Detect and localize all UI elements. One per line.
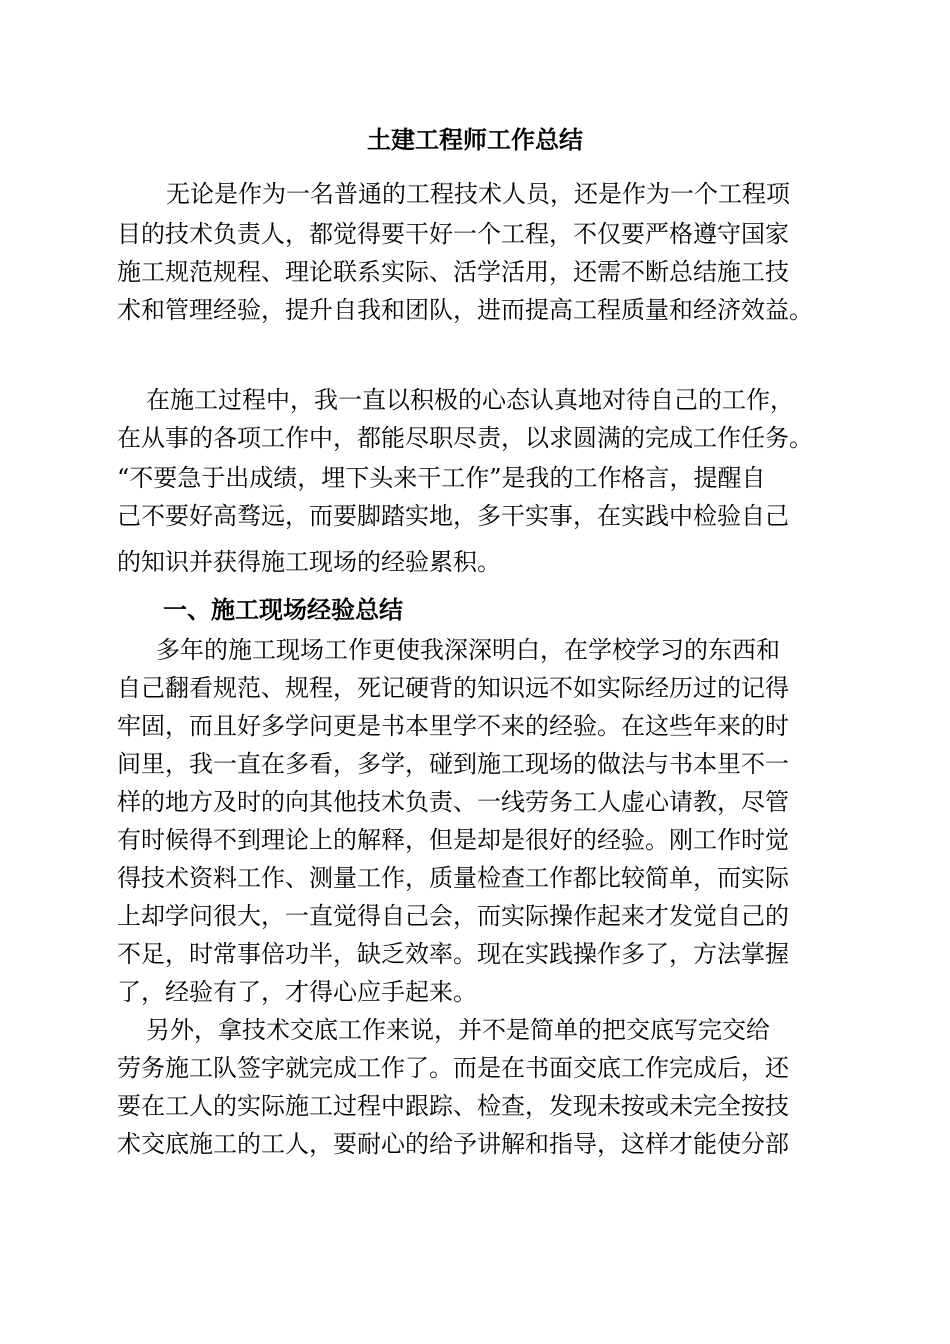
paragraph-1-line-4: 术和管理经验，提升自我和团队，进而提高工程质量和经济效益。: [117, 296, 813, 324]
paragraph-3-line-7: 得技术资料工作、测量工作，质量检查工作都比较简单，而实际: [117, 864, 789, 892]
paragraph-1-line-2: 目的技术负责人，都觉得要干好一个工程，不仅要严格遵守国家: [117, 220, 789, 248]
paragraph-3-line-6: 有时候得不到理论上的解释，但是却是很好的经验。刚工作时觉: [117, 826, 789, 854]
paragraph-2-line-3: “不要急于出成绩，埋下头来干工作”是我的工作格言，提醒自: [117, 464, 766, 492]
paragraph-2-line-1: 在施工过程中，我一直以积极的心态认真地对待自己的工作，: [146, 386, 794, 414]
paragraph-3-line-10: 了，经验有了，才得心应手起来。: [117, 978, 477, 1006]
paragraph-3-line-3: 牢固，而且好多学问更是书本里学不来的经验。在这些年来的时: [117, 712, 789, 740]
paragraph-3-line-2: 自己翻看规范、规程，死记硬背的知识远不如实际经历过的记得: [117, 674, 789, 702]
paragraph-3-line-4: 间里，我一直在多看，多学，碰到施工现场的做法与书本里不一: [117, 750, 789, 778]
paragraph-3-line-8: 上却学问很大，一直觉得自己会，而实际操作起来才发觉自己的: [117, 902, 789, 930]
paragraph-2-line-2: 在从事的各项工作中，都能尽职尽责，以求圆满的完成工作任务。: [117, 424, 813, 452]
paragraph-1-line-3: 施工规范规程、理论联系实际、活学活用，还需不断总结施工技: [117, 258, 789, 286]
paragraph-4-line-2: 劳务施工队签字就完成工作了。而是在书面交底工作完成后，还: [117, 1054, 789, 1082]
section-1-heading: 一、施工现场经验总结: [163, 595, 403, 624]
paragraph-3-line-9: 不足，时常事倍功半，缺乏效率。现在实践操作多了，方法掌握: [117, 940, 789, 968]
paragraph-1-line-1: 无论是作为一名普通的工程技术人员，还是作为一个工程项: [166, 180, 790, 208]
paragraph-3-line-5: 样的地方及时的向其他技术负责、一线劳务工人虚心请教，尽管: [117, 788, 789, 816]
paragraph-4-line-4: 术交底施工的工人，要耐心的给予讲解和指导，这样才能使分部: [117, 1130, 789, 1158]
paragraph-4-line-3: 要在工人的实际施工过程中跟踪、检查，发现未按或未完全按技: [117, 1092, 789, 1120]
paragraph-4-line-1: 另外，拿技术交底工作来说，并不是简单的把交底写完交给: [146, 1016, 770, 1044]
paragraph-2-line-5: 的知识并获得施工现场的经验累积。: [117, 548, 501, 576]
document-title: 土建工程师工作总结: [367, 125, 583, 154]
paragraph-2-line-4: 己不要好高骛远，而要脚踏实地，多干实事，在实践中检验自己: [117, 502, 789, 530]
paragraph-3-line-1: 多年的施工现场工作更使我深深明白，在学校学习的东西和: [156, 636, 780, 664]
